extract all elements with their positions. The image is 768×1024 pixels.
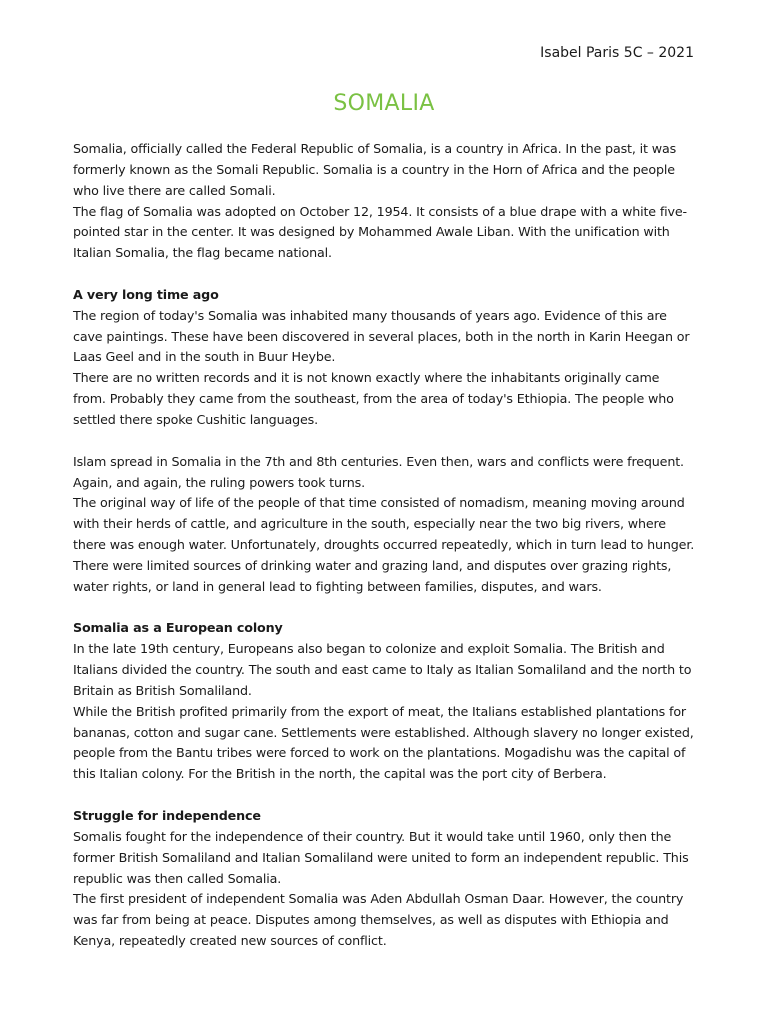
paragraph-spacer [73,431,695,452]
section-paragraph: Islam spread in Somalia in the 7th and 8th centuries. Even then, wars and conflicts were frequent. Again, and again, the ruling powers took turns. [73,453,684,490]
paragraph-spacer [73,264,695,285]
section-paragraph: There are no written records and it is not known exactly where the inhabitants originally came from. Probably they came from the southeast, from the area of today's Ethiopia. The people who settled there spoke Cushitic languages. [73,370,674,427]
section-heading: Struggle for independence [73,808,261,823]
section-paragraph: The first president of independent Somalia was Aden Abdullah Osman Daar. However, the country was far from being at peace. Disputes among themselves, as well as disputes with Ethiopia and Kenya, repeatedly created new sources of conflict. [73,891,684,949]
paragraph-spacer [73,785,695,806]
section-heading: Somalia as a European colony [73,620,283,636]
section-paragraph: In the late 19th century, Europeans also began to colonize and exploit Somalia. The British and Italians divided the country. The south and east came to Italy as Italian Somaliland and the north to Britain as British Somaliland. [73,641,692,698]
section-paragraph: The region of today's Somalia was inhabited many thousands of years ago. Evidence of this are cave paintings. These have been discovered in several places, both in the north in Karin Heegan or Laas Geel and in the south in Buur Heybe. [73,307,690,365]
author-line: Isabel Paris 5C – 2021 [540,45,694,61]
section-paragraph: While the British profited primarily from the export of meat, the Italians established plantations for bananas, cotton and sugar cane. Settlements were established. Although slavery no longer existed, people from the Bantu tribes were forced to work on the plantations. Mogadishu was the capital of this Italian colony. For the British in the north, the capital was the port city of Berbera. [73,703,694,782]
section-paragraph: Somalis fought for the independence of their country. But it would take until 1960, only then the former British Somaliland and Italian Somaliland were united to form an independent republic. This republic was then called Somalia. [73,828,689,886]
section-heading: A very long time ago [73,286,219,302]
paragraph-spacer [73,598,695,619]
section-paragraph: The original way of life of the people of that time consisted of nomadism, meaning moving around with their herds of cattle, and agriculture in the south, especially near the two big rivers, where there was enough water. Unfortunately, droughts occurred repeatedly, which in turn lead to hunger. There were limited sources of drinking water and grazing land, and disputes over grazing rights, water rights, or land in general lead to fighting between families, disputes, and wars. [73,495,695,594]
intro-paragraph: Somalia, officially called the Federal Republic of Somalia, is a country in Africa. In the past, it was formerly known as the Somali Republic. Somalia is a country in the Horn of Africa and the people who live there are called Somali. [73,141,677,198]
intro-paragraph: The flag of Somalia was adopted on October 12, 1954. It consists of a blue drape with a white five-pointed star in the center. It was designed by Mohammed Awale Liban. With the unification with Italian Somalia, the flag became national. [73,203,687,261]
document-body [73,139,695,952]
document-title: SOMALIA [333,91,435,116]
